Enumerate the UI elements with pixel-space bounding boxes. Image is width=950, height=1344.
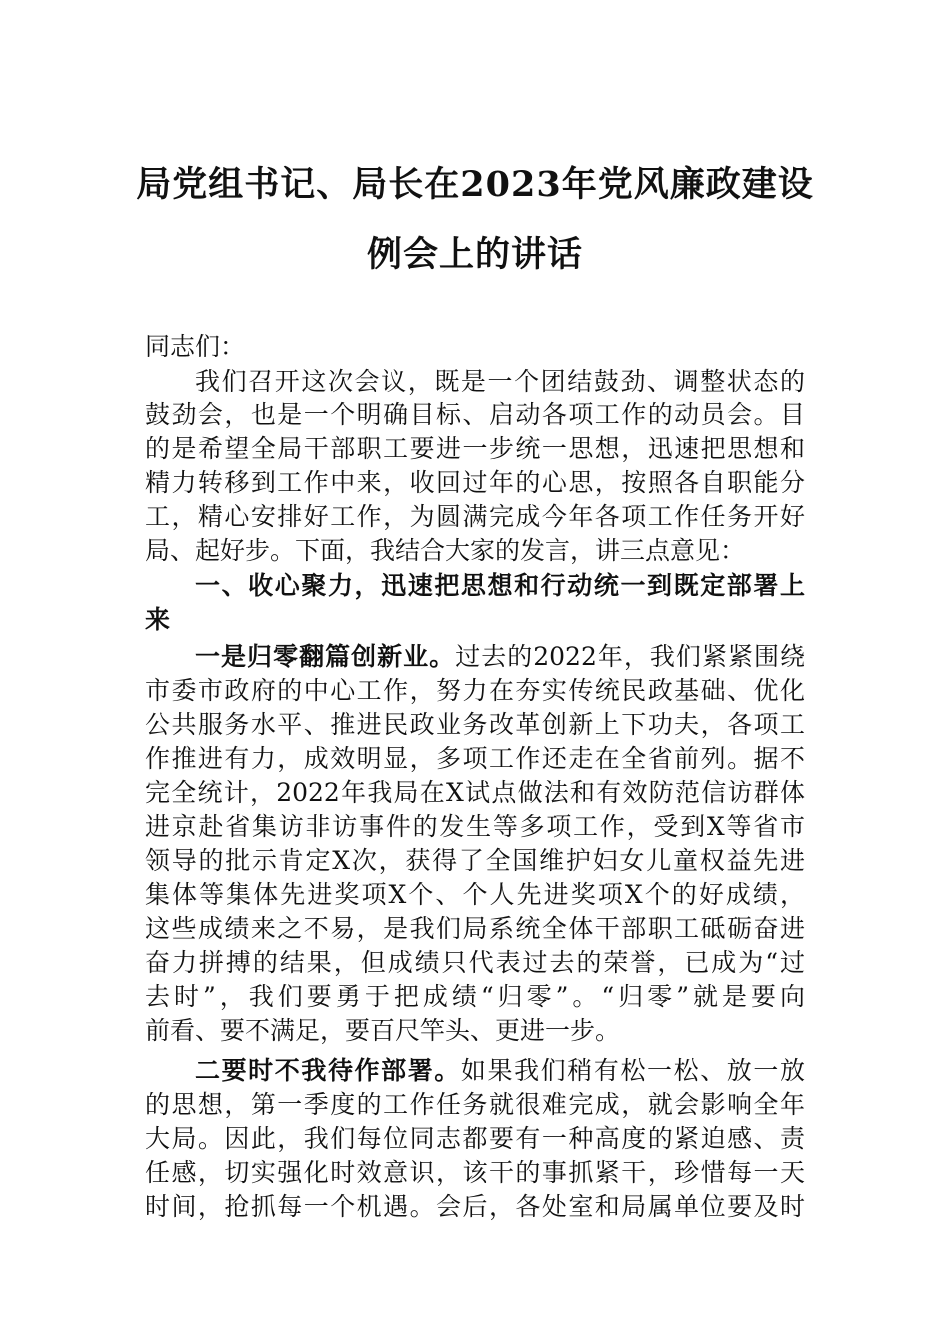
point-one-lead: 一是归零翻篇创新业。: [195, 642, 456, 671]
paragraph-line: 任感，切实强化时效意识，该干的事抓紧干，珍惜每一天: [145, 1158, 805, 1187]
paragraph-line: 这些成绩来之不易，是我们局系统全体干部职工砥砺奋进: [145, 914, 805, 943]
paragraph-line: 市委市政府的中心工作，努力在夯实传统民政基础、优化: [145, 676, 805, 705]
paragraph-line: 公共服务水平、推进民政业务改革创新上下功夫，各项工: [145, 710, 805, 739]
paragraph-line: 的是希望全局干部职工要进一步统一思想，迅速把思想和: [145, 434, 805, 463]
paragraph-line: 领导的批示肯定X次，获得了全国维护妇女儿童权益先进: [145, 846, 805, 875]
paragraph-line: 局、起好步。下面，我结合大家的发言，讲三点意见：: [145, 536, 746, 565]
paragraph-line: [195, 641, 805, 673]
paragraph-line: 精力转移到工作中来，收回过年的心思，按照各自职能分: [145, 468, 805, 497]
point-two-lead: 二要时不我待作部署。: [195, 1056, 461, 1085]
paragraph-line: 的思想，第一季度的工作任务就很难完成，就会影响全年: [145, 1090, 805, 1119]
paragraph-line: 集体等集体先进奖项X个、个人先进奖项X个的好成绩，: [145, 880, 805, 909]
paragraph-line: [195, 1055, 805, 1087]
paragraph-line: 前看、要不满足，要百尺竿头、更进一步。: [145, 1016, 621, 1045]
document-title-line-1: 局党组书记、局长在2023年党风廉政建设: [136, 164, 814, 205]
document-title-line-2: 例会上的讲话: [366, 234, 583, 275]
paragraph-line: 鼓劲会，也是一个明确目标、启动各项工作的动员会。目: [145, 400, 805, 429]
paragraph-line: 完全统计，2022年我局在X试点做法和有效防范信访群体: [145, 778, 805, 807]
paragraph-line: 时间，抢抓每一个机遇。会后，各处室和局属单位要及时: [145, 1192, 805, 1221]
paragraph-line: 我们召开这次会议，既是一个团结鼓劲、调整状态的: [195, 367, 805, 396]
paragraph-line: 奋力拼搏的结果，但成绩只代表过去的荣誉，已成为“过: [145, 948, 805, 977]
section-heading: 一、收心聚力，迅速把思想和行动统一到既定部署上: [195, 571, 805, 600]
paragraph-line: 进京赴省集访非访事件的发生等多项工作，受到X等省市: [145, 812, 805, 841]
point-one-text: 过去的2022年，我们紧紧围绕: [455, 642, 805, 671]
paragraph-line: 大局。因此，我们每位同志都要有一种高度的紧迫感、责: [145, 1124, 805, 1153]
section-heading-continued: 来: [145, 605, 171, 634]
paragraph-line: 作推进有力，成效明显，多项工作还走在全省前列。据不: [145, 744, 805, 773]
paragraph-line: 去时”，我们要勇于把成绩“归零”。“归零”就是要向: [145, 982, 805, 1011]
point-two-text: 如果我们稍有松一松、放一放: [460, 1056, 805, 1085]
paragraph-line: 工，精心安排好工作，为圆满完成今年各项工作任务开好: [145, 502, 805, 531]
salutation: 同志们：: [145, 332, 246, 361]
